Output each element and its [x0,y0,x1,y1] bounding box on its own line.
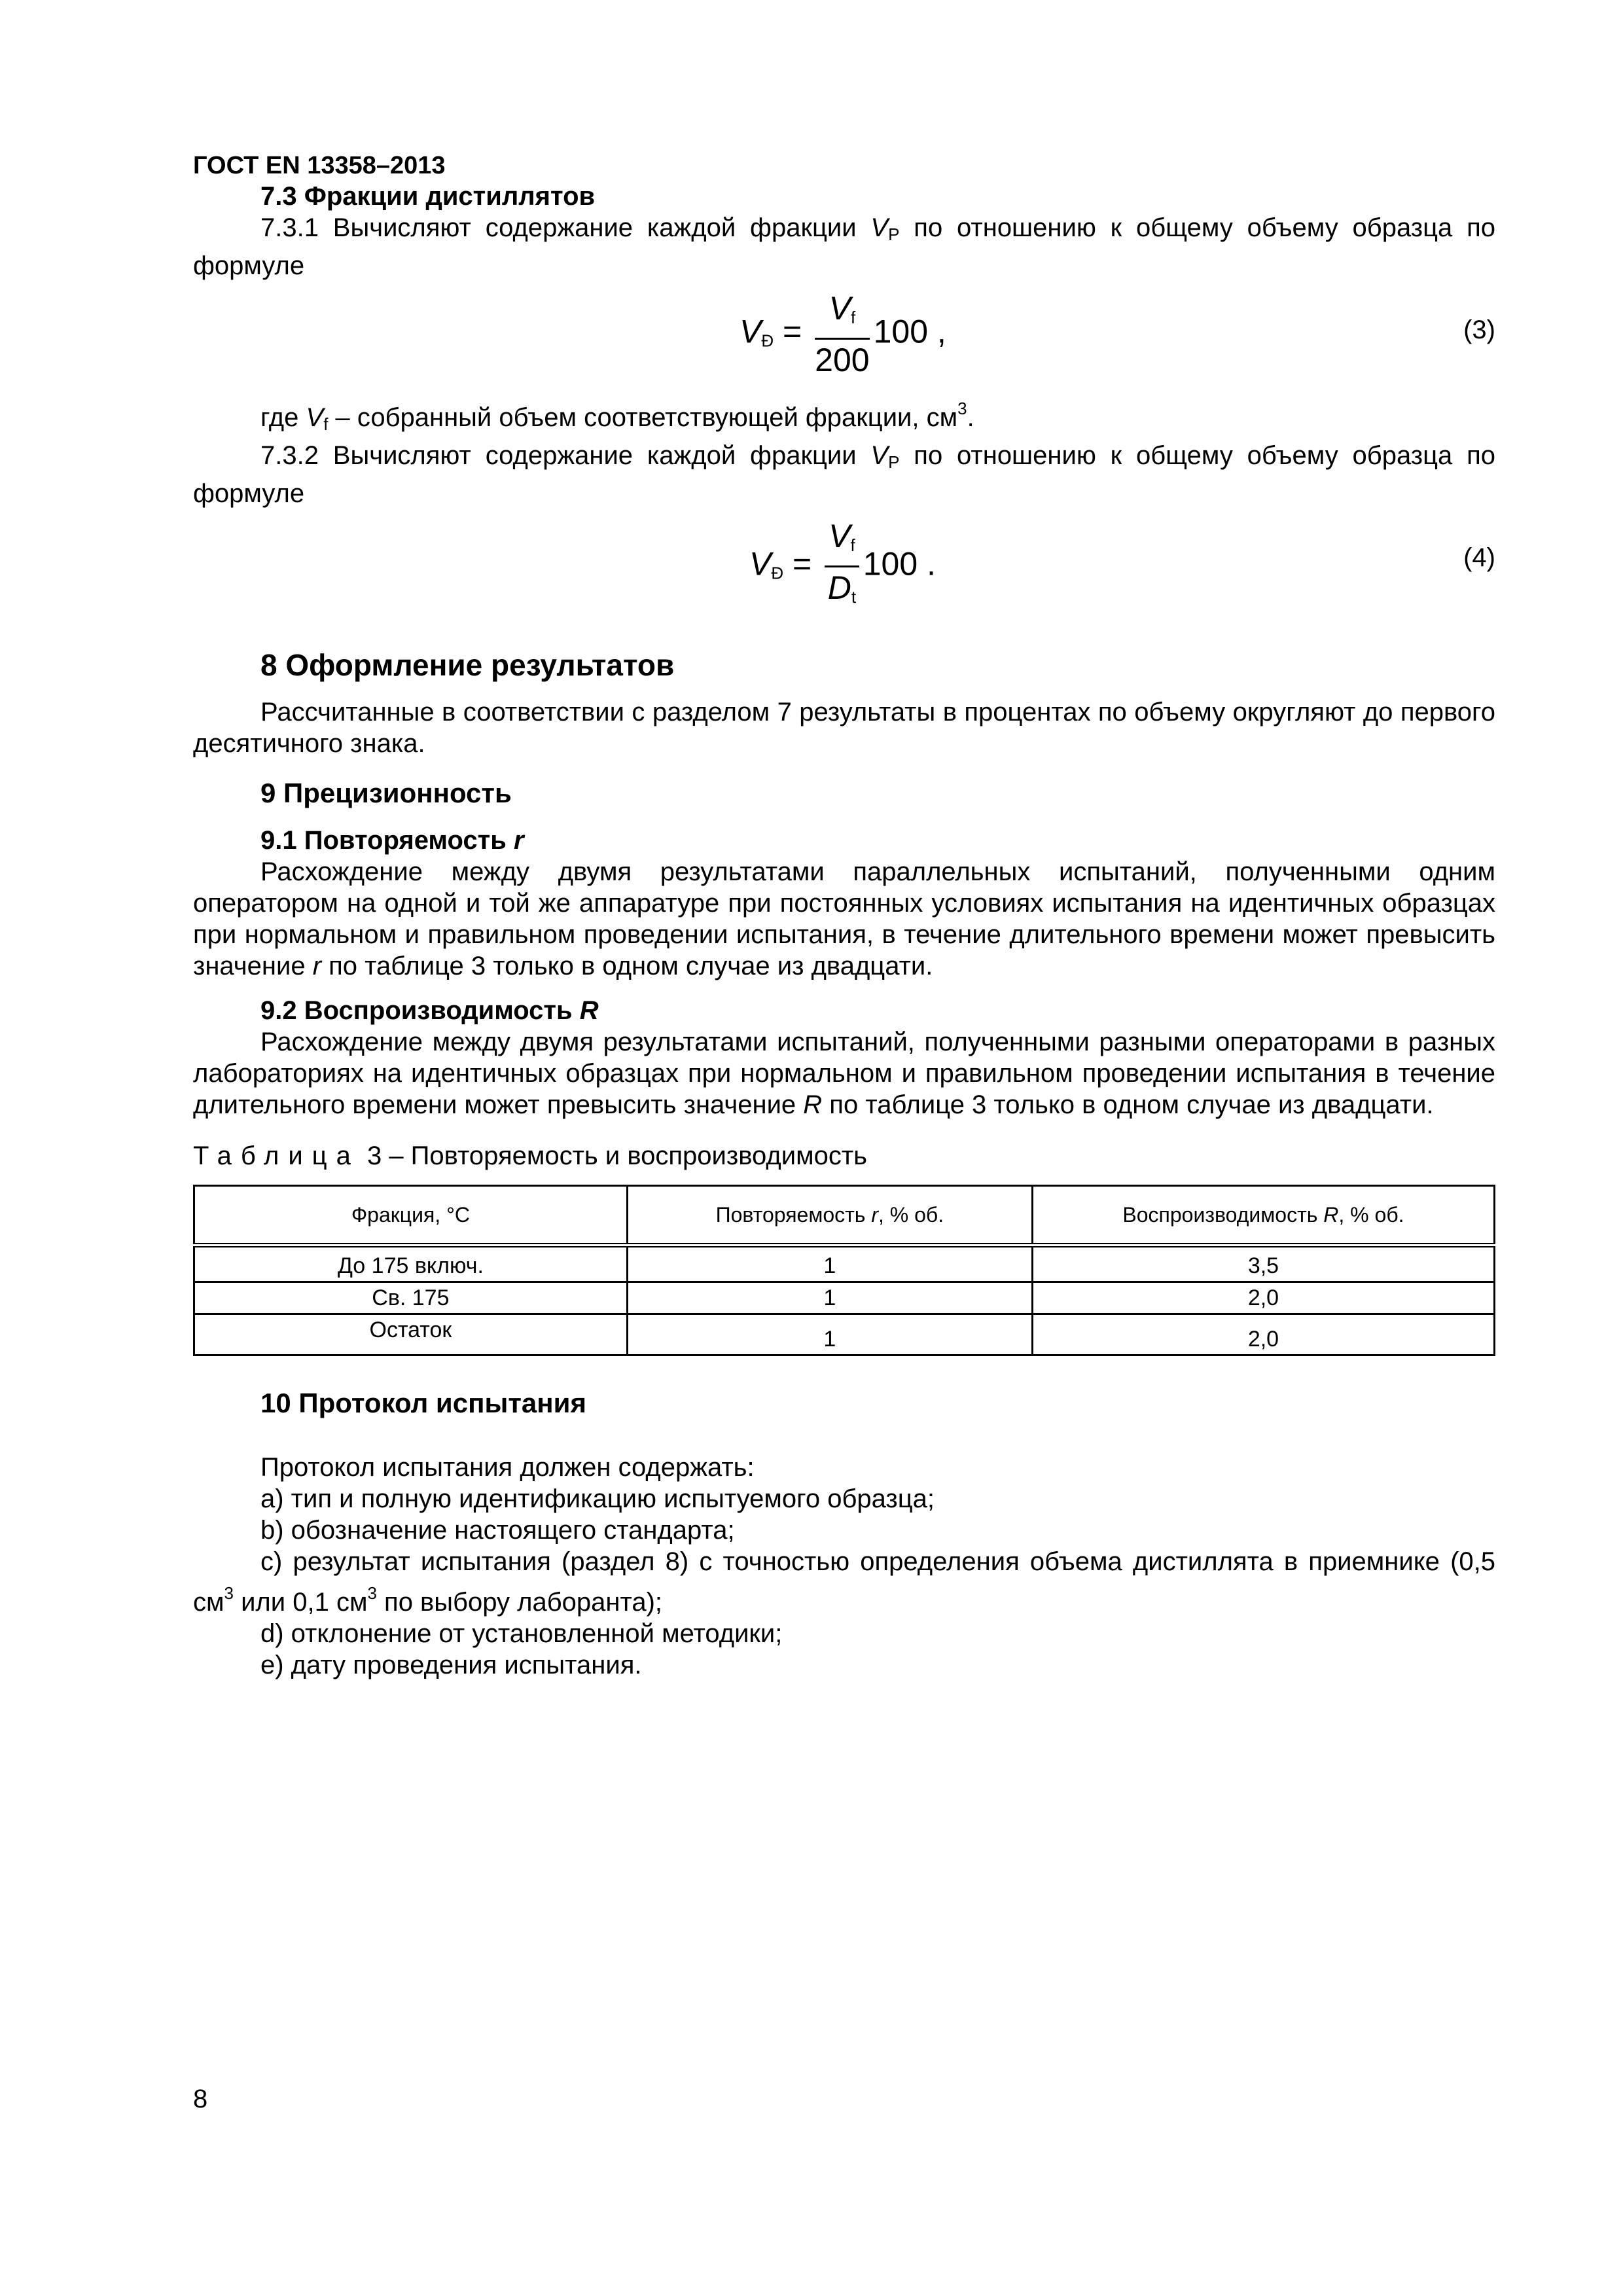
col-header-fraction: Фракция, °С [194,1186,628,1246]
paragraph-7-3-1: 7.3.1 Вычисляют содержание каждой фракции $V_P$ по отношению к общему объему образца по формуле [193,213,1495,280]
section-7-3-title: 7.3 Фракции дистиллятов [260,182,596,211]
section-9-2-title: 9.2 Воспроизводимость R [260,996,599,1025]
formula-3: $V_Đ$ = $\frac{V_f}{200}$ 100 , (3) [193,281,1495,393]
page-number: 8 [193,2085,208,2113]
section-8-text: Рассчитанные в соответствии с разделом 7 результаты в процентах по объему округляют до первого десятичного знака. [193,698,1495,758]
section-8-title: 8 Оформление результатов [260,648,675,682]
section-9-1-title: 9.1 Повторяемость r [260,826,524,855]
table-3-caption: Таблица 3 – Повторяемость и воспроизводимость [193,1141,867,1170]
formula-4-number: (4) [1463,543,1495,572]
section-10-intro: Протокол испытания должен содержать: [260,1453,755,1482]
list-item-e: e) дату проведения испытания. [260,1651,642,1679]
formula-4: $V_Đ$ = $\frac{V_f}{D_t}$ 100 . (4) [193,509,1495,620]
paragraph-7-3-2: 7.3.2 Вычисляют содержание каждой фракции $V_P$ по отношению к общему объему образца по формуле [193,441,1495,508]
list-item-a: a) тип и полную идентификацию испытуемого образца; [260,1484,935,1513]
list-item-d: d) отклонение от установленной методики; [260,1619,783,1648]
list-item-c: c) результат испытания (раздел 8) с точностью определения объема дистиллята в приемнике (0,5 $см^3$ или 0,1 $см^3$ по выбору лаборанта); [193,1547,1495,1617]
list-item-b: b) обозначение настоящего стандарта; [260,1516,735,1545]
table-header-row [194,1186,1495,1246]
table-row: Св. 175 1 2,0 [194,1282,1495,1314]
where-line: где $V_f$ – собранный объем соответствующей фракции, $см^3$. [260,399,974,434]
section-9-2-text: Расхождение между двумя результатами испытаний, полученными разными операторами в разных лабораториях на идентичных образцах при нормальном и правильном проведении испытания в течение длительного времени может превысить значение R по таблице 3 только в одном случае из двадцати. [193,1028,1495,1119]
col-header-repeatability: Повторяемость r, % об. [627,1186,1032,1246]
document-page [193,151,1495,1681]
table-3 [193,1185,1495,1356]
section-9-1-text: Расхождение между двумя результатами параллельных испытаний, полученными одним оператором на одной и той же аппаратуре при постоянных условиях испытания на идентичных образцах при нормальном и правильном проведении испытания, в течение длительного времени может превысить значение r по таблице 3 только в одном случае из двадцати. [193,857,1495,980]
section-9-title: 9 Прецизионность [260,778,512,808]
table-row: Остаток 1 2,0 [194,1314,1495,1355]
section-10-title: 10 Протокол испытания [260,1388,586,1418]
formula-3-number: (3) [1463,315,1495,344]
document-header: ГОСТ EN 13358–2013 [193,152,446,179]
table-row: До 175 включ. 1 3,5 [194,1246,1495,1282]
col-header-reproducibility: Воспроизводимость R, % об. [1032,1186,1494,1246]
